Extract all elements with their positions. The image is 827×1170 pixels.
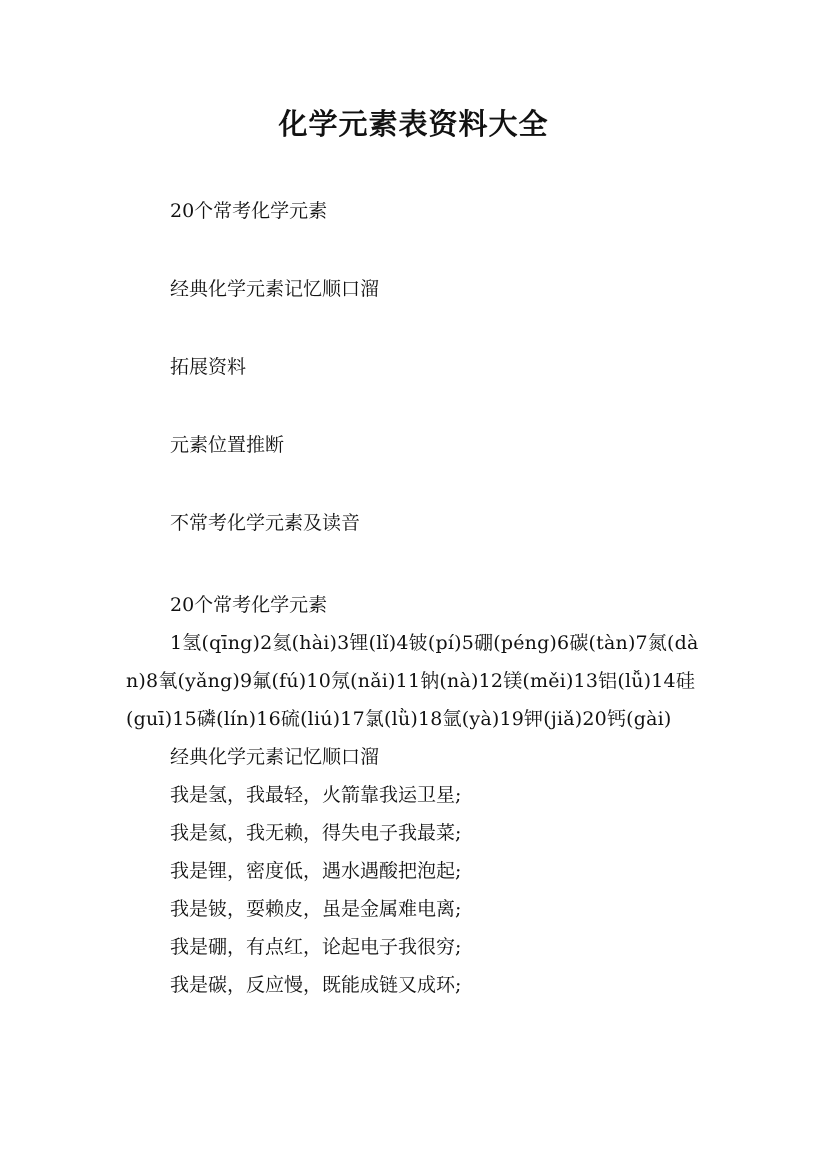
toc-item: 20个常考化学元素: [170, 200, 328, 222]
section-heading: 20个常考化学元素: [170, 594, 328, 616]
rhyme-line: 我是硼，有点红，论起电子我很穷;: [170, 936, 462, 958]
page-title: 化学元素表资料大全: [278, 107, 549, 141]
toc-item: 不常考化学元素及读音: [170, 512, 361, 534]
document-body: [126, 586, 706, 1004]
rhyme-line: 我是铍，耍赖皮，虽是金属难电离;: [170, 898, 462, 920]
rhyme-line: 我是氦，我无赖，得失电子我最菜;: [170, 822, 462, 844]
toc-item: 经典化学元素记忆顺口溜: [170, 278, 380, 300]
toc-item: 元素位置推断: [170, 434, 285, 456]
rhyme-line: 我是氢，我最轻，火箭靠我运卫星;: [170, 784, 462, 806]
rhyme-line: 我是锂，密度低，遇水遇酸把泡起;: [170, 860, 462, 882]
elements-paragraph: 1氢(qīng)2氦(hài)3锂(lǐ)4铍(pí)5硼(péng)6碳(tàn)7氮(dàn)8氧(yǎng)9氟(fú)10氖(nǎi)11钠(nà)12镁(měi)13铝(lǚ)14硅(guī)15磷(lín)16硫(liú)17氯(lǜ)18氩(yà)19钾(jiǎ)20钙(gài): [126, 632, 699, 730]
table-of-contents: [170, 196, 379, 586]
rhyme-line: 我是碳，反应慢，既能成链又成环;: [170, 974, 462, 996]
section-heading: 经典化学元素记忆顺口溜: [170, 746, 380, 768]
toc-item: 拓展资料: [170, 356, 247, 378]
